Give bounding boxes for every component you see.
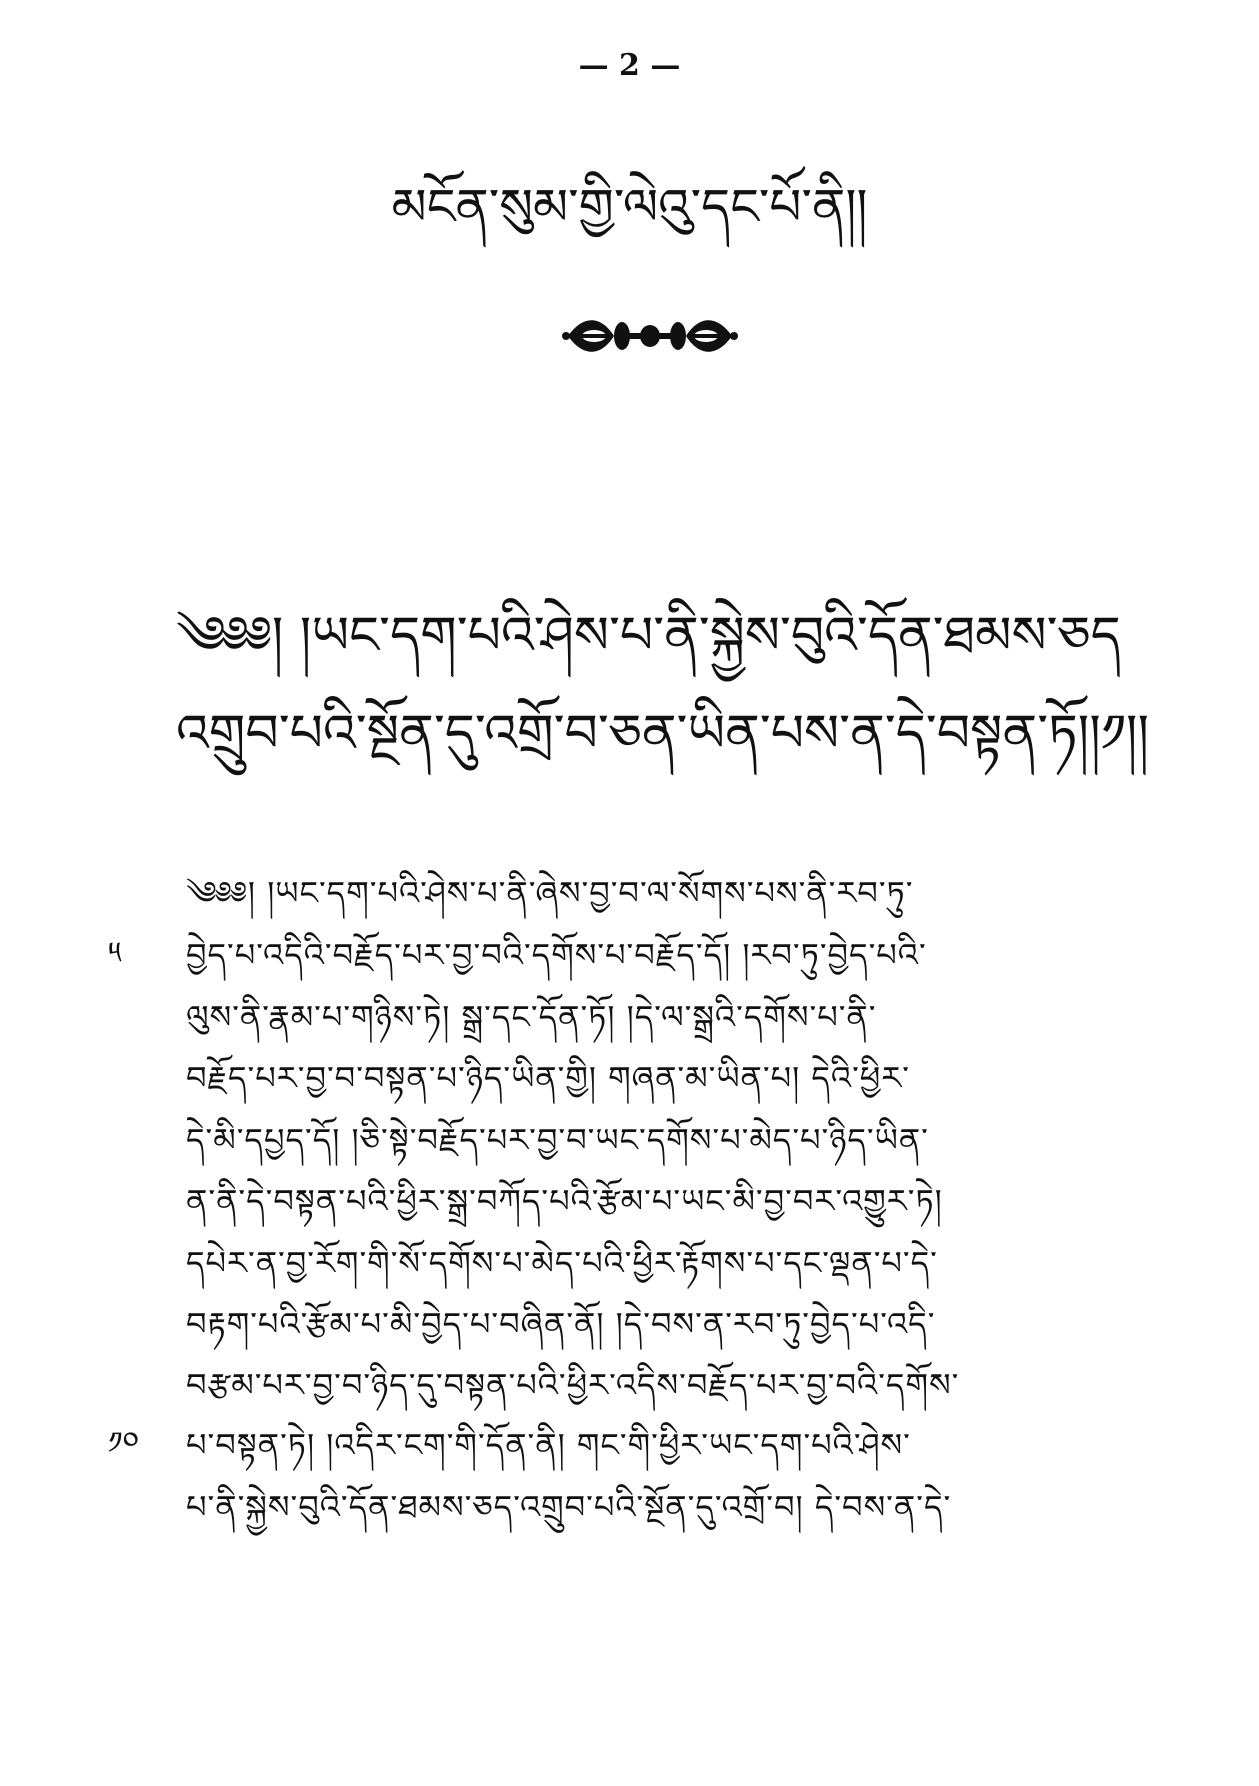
- line-number-10: ༡༠: [108, 1426, 139, 1461]
- page-number: — 2 —: [578, 48, 681, 83]
- commentary-line: དེ་མི་དཔྱད་དོ། །ཅི་སྟེ་བརྗོད་པར་བྱ་བ་ཡང་དགོས་པ་མེད་པ་ཉིད་ཡིན་: [186, 1121, 929, 1159]
- commentary-line: བརྗོད་པར་བྱ་བ་བསྟན་པ་ཉིད་ཡིན་གྱི། གཞན་མ་ཡིན་པ། དེའི་ཕྱིར་: [186, 1059, 910, 1097]
- verse-line-1: ༄༅༅། །ཡང་དག་པའི་ཤེས་པ་ནི་སྐྱེས་བུའི་དོན་ཐམས་ཅད: [176, 606, 1121, 666]
- line-number-5: ༥: [108, 936, 122, 971]
- vajra-ornament-icon: [560, 308, 740, 364]
- commentary-line: ན་ནི་དེ་བསྟན་པའི་ཕྱིར་སྒྲ་བཀོད་པའི་རྩོམ་པ་ཡང་མི་བྱ་བར་འགྱུར་ཏེ།: [186, 1182, 943, 1220]
- commentary-line: བྱེད་པ་འདིའི་བརྗོད་པར་བྱ་བའི་དགོས་པ་བརྗོད་དོ། །རབ་ཏུ་བྱེད་པའི་: [186, 936, 927, 974]
- commentary-line: པ་ནི་སྐྱེས་བུའི་དོན་ཐམས་ཅད་འགྲུབ་པའི་སྔོན་དུ་འགྲོ་བ། དེ་བས་ན་དེ་: [186, 1488, 952, 1526]
- verse-line-2: འགྲུབ་པའི་སྔོན་དུ་འགྲོ་བ་ཅན་ཡིན་པས་ན་དེ་བསྟན་ཏོ།།༡།།: [176, 704, 1150, 764]
- commentary-line: དཔེར་ན་བྱ་རོག་གི་སོ་དགོས་པ་མེད་པའི་ཕྱིར་རྟོགས་པ་དང་ལྡན་པ་དེ་: [186, 1244, 938, 1282]
- commentary-line: པ་བསྟན་ཏེ། །འདིར་ངག་གི་དོན་ནི། གང་གི་ཕྱིར་ཡང་དག་པའི་ཤེས་: [186, 1426, 911, 1464]
- commentary-line: བརྟག་པའི་རྩོམ་པ་མི་བྱེད་པ་བཞིན་ནོ། །དེ་བས་ན་རབ་ཏུ་བྱེད་པ་འདི་: [186, 1305, 936, 1343]
- commentary-line: བརྩམ་པར་བྱ་བ་ཉིད་དུ་བསྟན་པའི་ཕྱིར་འདིས་བརྗོད་པར་བྱ་བའི་དགོས་: [186, 1366, 960, 1404]
- commentary-line: ༄༅༅། །ཡང་དག་པའི་ཤེས་པ་ནི་ཞེས་བྱ་བ་ལ་སོགས་པས་ནི་རབ་ཏུ་: [186, 874, 914, 912]
- commentary-line: ལུས་ནི་རྣམ་པ་གཉིས་ཏེ། སྒྲ་དང་དོན་ཏོ། །དེ་ལ་སྒྲའི་དགོས་པ་ནི་: [186, 998, 877, 1036]
- chapter-title: མངོན་སུམ་གྱི་ལེའུ་དང་པོ་ནི།།: [391, 178, 868, 236]
